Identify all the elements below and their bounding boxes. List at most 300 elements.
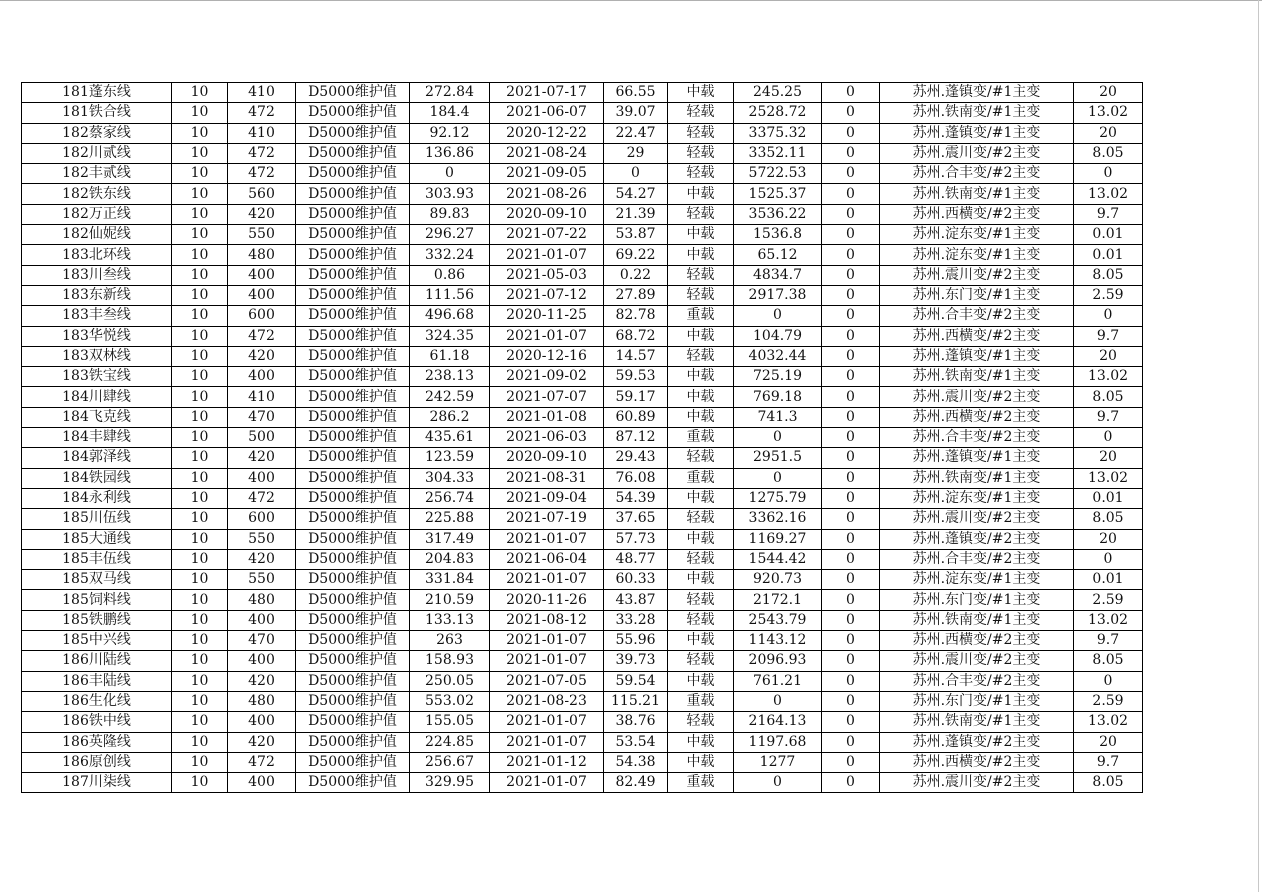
cell-date[interactable]: 2021-01-07 [490,326,604,346]
cell-load-status[interactable]: 轻载 [668,143,734,163]
cell-voltage[interactable]: 10 [172,468,228,488]
cell-voltage[interactable]: 10 [172,732,228,752]
cell-transformer[interactable]: 苏州.西横变/#2主变 [880,752,1074,772]
cell-flag[interactable]: 0 [822,448,880,468]
cell-date[interactable]: 2021-01-07 [490,631,604,651]
cell-current-value[interactable]: 225.88 [410,509,490,529]
cell-current-value[interactable]: 155.05 [410,712,490,732]
cell-rated-current[interactable]: 420 [228,732,296,752]
cell-current-value[interactable]: 263 [410,631,490,651]
cell-date[interactable]: 2021-01-07 [490,651,604,671]
cell-load-rate[interactable]: 76.08 [604,468,668,488]
cell-voltage[interactable]: 10 [172,651,228,671]
cell-load-status[interactable]: 轻载 [668,346,734,366]
cell-current-value[interactable]: 250.05 [410,671,490,691]
cell-load-rate[interactable]: 29 [604,143,668,163]
cell-load-rate[interactable]: 59.53 [604,367,668,387]
cell-voltage[interactable]: 10 [172,285,228,305]
cell-load-status[interactable]: 中载 [668,326,734,346]
cell-flag[interactable]: 0 [822,225,880,245]
cell-flag[interactable]: 0 [822,529,880,549]
cell-value[interactable]: 8.05 [1074,265,1143,285]
cell-value[interactable]: 13.02 [1074,367,1143,387]
cell-date[interactable]: 2021-01-07 [490,732,604,752]
cell-source[interactable]: D5000维护值 [296,651,410,671]
cell-source[interactable]: D5000维护值 [296,549,410,569]
cell-date[interactable]: 2021-07-17 [490,83,604,103]
cell-load-status[interactable]: 轻载 [668,549,734,569]
cell-source[interactable]: D5000维护值 [296,184,410,204]
cell-source[interactable]: D5000维护值 [296,204,410,224]
cell-spare-capacity[interactable]: 245.25 [734,83,822,103]
cell-line-name[interactable]: 181蓬东线 [22,83,172,103]
cell-transformer[interactable]: 苏州.震川变/#2主变 [880,387,1074,407]
cell-flag[interactable]: 0 [822,671,880,691]
cell-voltage[interactable]: 10 [172,103,228,123]
cell-rated-current[interactable]: 550 [228,570,296,590]
cell-line-name[interactable]: 187川柒线 [22,773,172,793]
cell-rated-current[interactable]: 420 [228,549,296,569]
cell-value[interactable]: 8.05 [1074,143,1143,163]
cell-rated-current[interactable]: 400 [228,468,296,488]
cell-date[interactable]: 2020-12-16 [490,346,604,366]
cell-value[interactable]: 9.7 [1074,204,1143,224]
cell-date[interactable]: 2021-07-22 [490,225,604,245]
cell-source[interactable]: D5000维护值 [296,164,410,184]
cell-rated-current[interactable]: 472 [228,103,296,123]
cell-value[interactable]: 0 [1074,671,1143,691]
cell-load-status[interactable]: 重载 [668,468,734,488]
cell-load-rate[interactable]: 0 [604,164,668,184]
cell-load-rate[interactable]: 59.17 [604,387,668,407]
cell-load-status[interactable]: 重载 [668,773,734,793]
cell-value[interactable]: 0 [1074,549,1143,569]
cell-line-name[interactable]: 182蔡家线 [22,123,172,143]
cell-current-value[interactable]: 111.56 [410,285,490,305]
cell-line-name[interactable]: 184飞克线 [22,407,172,427]
cell-date[interactable]: 2021-07-07 [490,387,604,407]
cell-transformer[interactable]: 苏州.震川变/#2主变 [880,265,1074,285]
cell-value[interactable]: 20 [1074,83,1143,103]
cell-load-status[interactable]: 中载 [668,387,734,407]
cell-flag[interactable]: 0 [822,123,880,143]
cell-rated-current[interactable]: 500 [228,428,296,448]
cell-source[interactable]: D5000维护值 [296,407,410,427]
cell-value[interactable]: 0.01 [1074,225,1143,245]
cell-transformer[interactable]: 苏州.东门变/#1主变 [880,285,1074,305]
cell-spare-capacity[interactable]: 3536.22 [734,204,822,224]
cell-value[interactable]: 9.7 [1074,631,1143,651]
cell-transformer[interactable]: 苏州.铁南变/#1主变 [880,184,1074,204]
cell-current-value[interactable]: 256.74 [410,488,490,508]
cell-voltage[interactable]: 10 [172,448,228,468]
cell-load-rate[interactable]: 0.22 [604,265,668,285]
cell-transformer[interactable]: 苏州.淀东变/#1主变 [880,570,1074,590]
cell-load-rate[interactable]: 54.27 [604,184,668,204]
cell-rated-current[interactable]: 480 [228,691,296,711]
cell-load-status[interactable]: 重载 [668,691,734,711]
cell-current-value[interactable]: 435.61 [410,428,490,448]
cell-load-status[interactable]: 中载 [668,529,734,549]
cell-flag[interactable]: 0 [822,631,880,651]
cell-value[interactable]: 20 [1074,448,1143,468]
cell-line-name[interactable]: 182铁东线 [22,184,172,204]
cell-source[interactable]: D5000维护值 [296,691,410,711]
cell-flag[interactable]: 0 [822,387,880,407]
cell-voltage[interactable]: 10 [172,712,228,732]
cell-transformer[interactable]: 苏州.蓬镇变/#1主变 [880,448,1074,468]
cell-spare-capacity[interactable]: 3362.16 [734,509,822,529]
cell-flag[interactable]: 0 [822,509,880,529]
cell-flag[interactable]: 0 [822,590,880,610]
cell-spare-capacity[interactable]: 5722.53 [734,164,822,184]
cell-line-name[interactable]: 186丰陆线 [22,671,172,691]
cell-current-value[interactable]: 304.33 [410,468,490,488]
cell-spare-capacity[interactable]: 1544.42 [734,549,822,569]
cell-value[interactable]: 8.05 [1074,651,1143,671]
cell-source[interactable]: D5000维护值 [296,306,410,326]
cell-load-rate[interactable]: 39.07 [604,103,668,123]
cell-source[interactable]: D5000维护值 [296,712,410,732]
cell-value[interactable]: 2.59 [1074,285,1143,305]
cell-load-rate[interactable]: 43.87 [604,590,668,610]
cell-date[interactable]: 2021-01-07 [490,529,604,549]
cell-source[interactable]: D5000维护值 [296,590,410,610]
cell-transformer[interactable]: 苏州.东门变/#1主变 [880,691,1074,711]
cell-transformer[interactable]: 苏州.蓬镇变/#1主变 [880,346,1074,366]
cell-line-name[interactable]: 182丰贰线 [22,164,172,184]
cell-line-name[interactable]: 186生化线 [22,691,172,711]
cell-rated-current[interactable]: 470 [228,631,296,651]
cell-load-status[interactable]: 重载 [668,306,734,326]
cell-load-status[interactable]: 轻载 [668,164,734,184]
cell-flag[interactable]: 0 [822,712,880,732]
cell-date[interactable]: 2021-08-31 [490,468,604,488]
cell-transformer[interactable]: 苏州.铁南变/#1主变 [880,103,1074,123]
cell-date[interactable]: 2021-06-04 [490,549,604,569]
cell-source[interactable]: D5000维护值 [296,103,410,123]
cell-load-rate[interactable]: 55.96 [604,631,668,651]
cell-spare-capacity[interactable]: 920.73 [734,570,822,590]
cell-value[interactable]: 20 [1074,732,1143,752]
cell-date[interactable]: 2021-07-19 [490,509,604,529]
cell-rated-current[interactable]: 410 [228,123,296,143]
cell-spare-capacity[interactable]: 4032.44 [734,346,822,366]
cell-load-status[interactable]: 中载 [668,367,734,387]
cell-transformer[interactable]: 苏州.震川变/#2主变 [880,773,1074,793]
cell-date[interactable]: 2021-08-24 [490,143,604,163]
cell-rated-current[interactable]: 560 [228,184,296,204]
cell-transformer[interactable]: 苏州.铁南变/#1主变 [880,367,1074,387]
cell-rated-current[interactable]: 472 [228,488,296,508]
cell-date[interactable]: 2020-12-22 [490,123,604,143]
cell-flag[interactable]: 0 [822,570,880,590]
cell-line-name[interactable]: 183丰叁线 [22,306,172,326]
cell-spare-capacity[interactable]: 2528.72 [734,103,822,123]
cell-load-status[interactable]: 轻载 [668,651,734,671]
cell-voltage[interactable]: 10 [172,407,228,427]
cell-current-value[interactable]: 0 [410,164,490,184]
cell-value[interactable]: 9.7 [1074,407,1143,427]
cell-load-rate[interactable]: 38.76 [604,712,668,732]
cell-date[interactable]: 2020-09-10 [490,204,604,224]
cell-transformer[interactable]: 苏州.淀东变/#1主变 [880,488,1074,508]
cell-date[interactable]: 2021-06-07 [490,103,604,123]
cell-flag[interactable]: 0 [822,367,880,387]
cell-source[interactable]: D5000维护值 [296,428,410,448]
cell-value[interactable]: 8.05 [1074,387,1143,407]
cell-line-name[interactable]: 186铁中线 [22,712,172,732]
cell-line-name[interactable]: 183北环线 [22,245,172,265]
cell-load-rate[interactable]: 54.39 [604,488,668,508]
cell-current-value[interactable]: 123.59 [410,448,490,468]
cell-transformer[interactable]: 苏州.铁南变/#1主变 [880,712,1074,732]
cell-voltage[interactable]: 10 [172,143,228,163]
cell-line-name[interactable]: 184川肆线 [22,387,172,407]
cell-voltage[interactable]: 10 [172,570,228,590]
cell-value[interactable]: 0.01 [1074,570,1143,590]
cell-load-rate[interactable]: 82.49 [604,773,668,793]
cell-load-status[interactable]: 轻载 [668,103,734,123]
cell-value[interactable]: 20 [1074,346,1143,366]
cell-voltage[interactable]: 10 [172,164,228,184]
cell-load-status[interactable]: 中载 [668,225,734,245]
cell-line-name[interactable]: 186川陆线 [22,651,172,671]
cell-rated-current[interactable]: 600 [228,509,296,529]
cell-voltage[interactable]: 10 [172,610,228,630]
cell-load-rate[interactable]: 21.39 [604,204,668,224]
cell-current-value[interactable]: 496.68 [410,306,490,326]
cell-line-name[interactable]: 182万正线 [22,204,172,224]
cell-load-rate[interactable]: 82.78 [604,306,668,326]
cell-current-value[interactable]: 296.27 [410,225,490,245]
cell-voltage[interactable]: 10 [172,83,228,103]
cell-line-name[interactable]: 184铁园线 [22,468,172,488]
cell-flag[interactable]: 0 [822,732,880,752]
cell-load-rate[interactable]: 115.21 [604,691,668,711]
cell-spare-capacity[interactable]: 2164.13 [734,712,822,732]
cell-date[interactable]: 2021-01-07 [490,712,604,732]
cell-date[interactable]: 2021-08-26 [490,184,604,204]
cell-rated-current[interactable]: 400 [228,367,296,387]
cell-transformer[interactable]: 苏州.蓬镇变/#1主变 [880,83,1074,103]
cell-load-status[interactable]: 轻载 [668,448,734,468]
cell-line-name[interactable]: 184郭泽线 [22,448,172,468]
cell-flag[interactable]: 0 [822,346,880,366]
cell-load-status[interactable]: 轻载 [668,590,734,610]
cell-value[interactable]: 8.05 [1074,773,1143,793]
cell-current-value[interactable]: 553.02 [410,691,490,711]
cell-spare-capacity[interactable]: 0 [734,428,822,448]
cell-load-status[interactable]: 中载 [668,488,734,508]
cell-load-rate[interactable]: 54.38 [604,752,668,772]
cell-current-value[interactable]: 286.2 [410,407,490,427]
cell-value[interactable]: 0 [1074,306,1143,326]
cell-voltage[interactable]: 10 [172,245,228,265]
cell-flag[interactable]: 0 [822,306,880,326]
cell-date[interactable]: 2021-07-05 [490,671,604,691]
cell-flag[interactable]: 0 [822,184,880,204]
cell-date[interactable]: 2021-09-05 [490,164,604,184]
cell-load-rate[interactable]: 53.54 [604,732,668,752]
cell-value[interactable]: 9.7 [1074,752,1143,772]
cell-date[interactable]: 2021-09-04 [490,488,604,508]
cell-spare-capacity[interactable]: 0 [734,773,822,793]
cell-rated-current[interactable]: 420 [228,671,296,691]
cell-date[interactable]: 2021-05-03 [490,265,604,285]
cell-load-status[interactable]: 中载 [668,631,734,651]
cell-spare-capacity[interactable]: 0 [734,691,822,711]
cell-current-value[interactable]: 89.83 [410,204,490,224]
cell-spare-capacity[interactable]: 65.12 [734,245,822,265]
cell-spare-capacity[interactable]: 1169.27 [734,529,822,549]
cell-current-value[interactable]: 238.13 [410,367,490,387]
cell-date[interactable]: 2021-08-12 [490,610,604,630]
cell-rated-current[interactable]: 480 [228,245,296,265]
cell-spare-capacity[interactable]: 1143.12 [734,631,822,651]
cell-current-value[interactable]: 256.67 [410,752,490,772]
cell-rated-current[interactable]: 472 [228,143,296,163]
cell-source[interactable]: D5000维护值 [296,225,410,245]
cell-current-value[interactable]: 332.24 [410,245,490,265]
cell-load-status[interactable]: 中载 [668,407,734,427]
cell-source[interactable]: D5000维护值 [296,773,410,793]
cell-load-status[interactable]: 中载 [668,752,734,772]
cell-spare-capacity[interactable]: 2951.5 [734,448,822,468]
cell-load-status[interactable]: 中载 [668,184,734,204]
cell-flag[interactable]: 0 [822,773,880,793]
cell-load-status[interactable]: 轻载 [668,610,734,630]
cell-flag[interactable]: 0 [822,610,880,630]
cell-voltage[interactable]: 10 [172,529,228,549]
cell-flag[interactable]: 0 [822,143,880,163]
cell-load-rate[interactable]: 87.12 [604,428,668,448]
cell-value[interactable]: 0 [1074,164,1143,184]
cell-voltage[interactable]: 10 [172,428,228,448]
cell-source[interactable]: D5000维护值 [296,570,410,590]
cell-rated-current[interactable]: 400 [228,610,296,630]
cell-date[interactable]: 2021-01-07 [490,773,604,793]
cell-voltage[interactable]: 10 [172,184,228,204]
cell-load-status[interactable]: 轻载 [668,285,734,305]
cell-rated-current[interactable]: 550 [228,225,296,245]
cell-spare-capacity[interactable]: 2172.1 [734,590,822,610]
cell-voltage[interactable]: 10 [172,306,228,326]
cell-line-name[interactable]: 183铁宝线 [22,367,172,387]
cell-load-status[interactable]: 重载 [668,428,734,448]
cell-source[interactable]: D5000维护值 [296,448,410,468]
cell-current-value[interactable]: 133.13 [410,610,490,630]
cell-value[interactable]: 20 [1074,123,1143,143]
cell-voltage[interactable]: 10 [172,265,228,285]
cell-source[interactable]: D5000维护值 [296,671,410,691]
cell-line-name[interactable]: 185饲料线 [22,590,172,610]
cell-voltage[interactable]: 10 [172,773,228,793]
cell-voltage[interactable]: 10 [172,367,228,387]
cell-line-name[interactable]: 183双林线 [22,346,172,366]
cell-current-value[interactable]: 61.18 [410,346,490,366]
cell-line-name[interactable]: 182仙妮线 [22,225,172,245]
cell-current-value[interactable]: 303.93 [410,184,490,204]
cell-value[interactable]: 9.7 [1074,326,1143,346]
cell-spare-capacity[interactable]: 769.18 [734,387,822,407]
cell-source[interactable]: D5000维护值 [296,346,410,366]
cell-date[interactable]: 2021-06-03 [490,428,604,448]
cell-date[interactable]: 2021-01-07 [490,570,604,590]
cell-current-value[interactable]: 158.93 [410,651,490,671]
cell-line-name[interactable]: 183东新线 [22,285,172,305]
cell-flag[interactable]: 0 [822,204,880,224]
cell-flag[interactable]: 0 [822,285,880,305]
cell-load-status[interactable]: 轻载 [668,123,734,143]
cell-load-rate[interactable]: 66.55 [604,83,668,103]
cell-load-rate[interactable]: 53.87 [604,225,668,245]
cell-value[interactable]: 20 [1074,529,1143,549]
cell-load-rate[interactable]: 60.89 [604,407,668,427]
cell-transformer[interactable]: 苏州.合丰变/#2主变 [880,164,1074,184]
cell-voltage[interactable]: 10 [172,326,228,346]
cell-voltage[interactable]: 10 [172,123,228,143]
cell-flag[interactable]: 0 [822,326,880,346]
cell-source[interactable]: D5000维护值 [296,610,410,630]
cell-rated-current[interactable]: 410 [228,83,296,103]
cell-line-name[interactable]: 185大通线 [22,529,172,549]
cell-line-name[interactable]: 181铁合线 [22,103,172,123]
cell-date[interactable]: 2020-09-10 [490,448,604,468]
cell-source[interactable]: D5000维护值 [296,245,410,265]
cell-spare-capacity[interactable]: 1536.8 [734,225,822,245]
cell-rated-current[interactable]: 400 [228,285,296,305]
cell-voltage[interactable]: 10 [172,225,228,245]
cell-source[interactable]: D5000维护值 [296,285,410,305]
cell-source[interactable]: D5000维护值 [296,326,410,346]
cell-load-status[interactable]: 中载 [668,570,734,590]
cell-line-name[interactable]: 185丰伍线 [22,549,172,569]
cell-transformer[interactable]: 苏州.合丰变/#2主变 [880,428,1074,448]
cell-transformer[interactable]: 苏州.铁南变/#1主变 [880,468,1074,488]
cell-line-name[interactable]: 184丰肆线 [22,428,172,448]
cell-flag[interactable]: 0 [822,245,880,265]
cell-flag[interactable]: 0 [822,428,880,448]
cell-line-name[interactable]: 185中兴线 [22,631,172,651]
cell-value[interactable]: 13.02 [1074,712,1143,732]
cell-spare-capacity[interactable]: 1277 [734,752,822,772]
cell-load-rate[interactable]: 57.73 [604,529,668,549]
cell-spare-capacity[interactable]: 761.21 [734,671,822,691]
cell-date[interactable]: 2021-09-02 [490,367,604,387]
cell-load-rate[interactable]: 29.43 [604,448,668,468]
cell-source[interactable]: D5000维护值 [296,387,410,407]
cell-spare-capacity[interactable]: 1275.79 [734,488,822,508]
cell-line-name[interactable]: 182川贰线 [22,143,172,163]
cell-rated-current[interactable]: 400 [228,712,296,732]
cell-current-value[interactable]: 0.86 [410,265,490,285]
cell-source[interactable]: D5000维护值 [296,488,410,508]
cell-spare-capacity[interactable]: 2917.38 [734,285,822,305]
cell-voltage[interactable]: 10 [172,346,228,366]
cell-load-rate[interactable]: 14.57 [604,346,668,366]
cell-transformer[interactable]: 苏州.东门变/#1主变 [880,590,1074,610]
cell-current-value[interactable]: 136.86 [410,143,490,163]
cell-rated-current[interactable]: 420 [228,346,296,366]
cell-value[interactable]: 2.59 [1074,691,1143,711]
cell-transformer[interactable]: 苏州.淀东变/#1主变 [880,225,1074,245]
cell-value[interactable]: 13.02 [1074,610,1143,630]
cell-load-status[interactable]: 轻载 [668,265,734,285]
cell-date[interactable]: 2021-01-07 [490,245,604,265]
cell-transformer[interactable]: 苏州.西横变/#2主变 [880,631,1074,651]
cell-source[interactable]: D5000维护值 [296,631,410,651]
